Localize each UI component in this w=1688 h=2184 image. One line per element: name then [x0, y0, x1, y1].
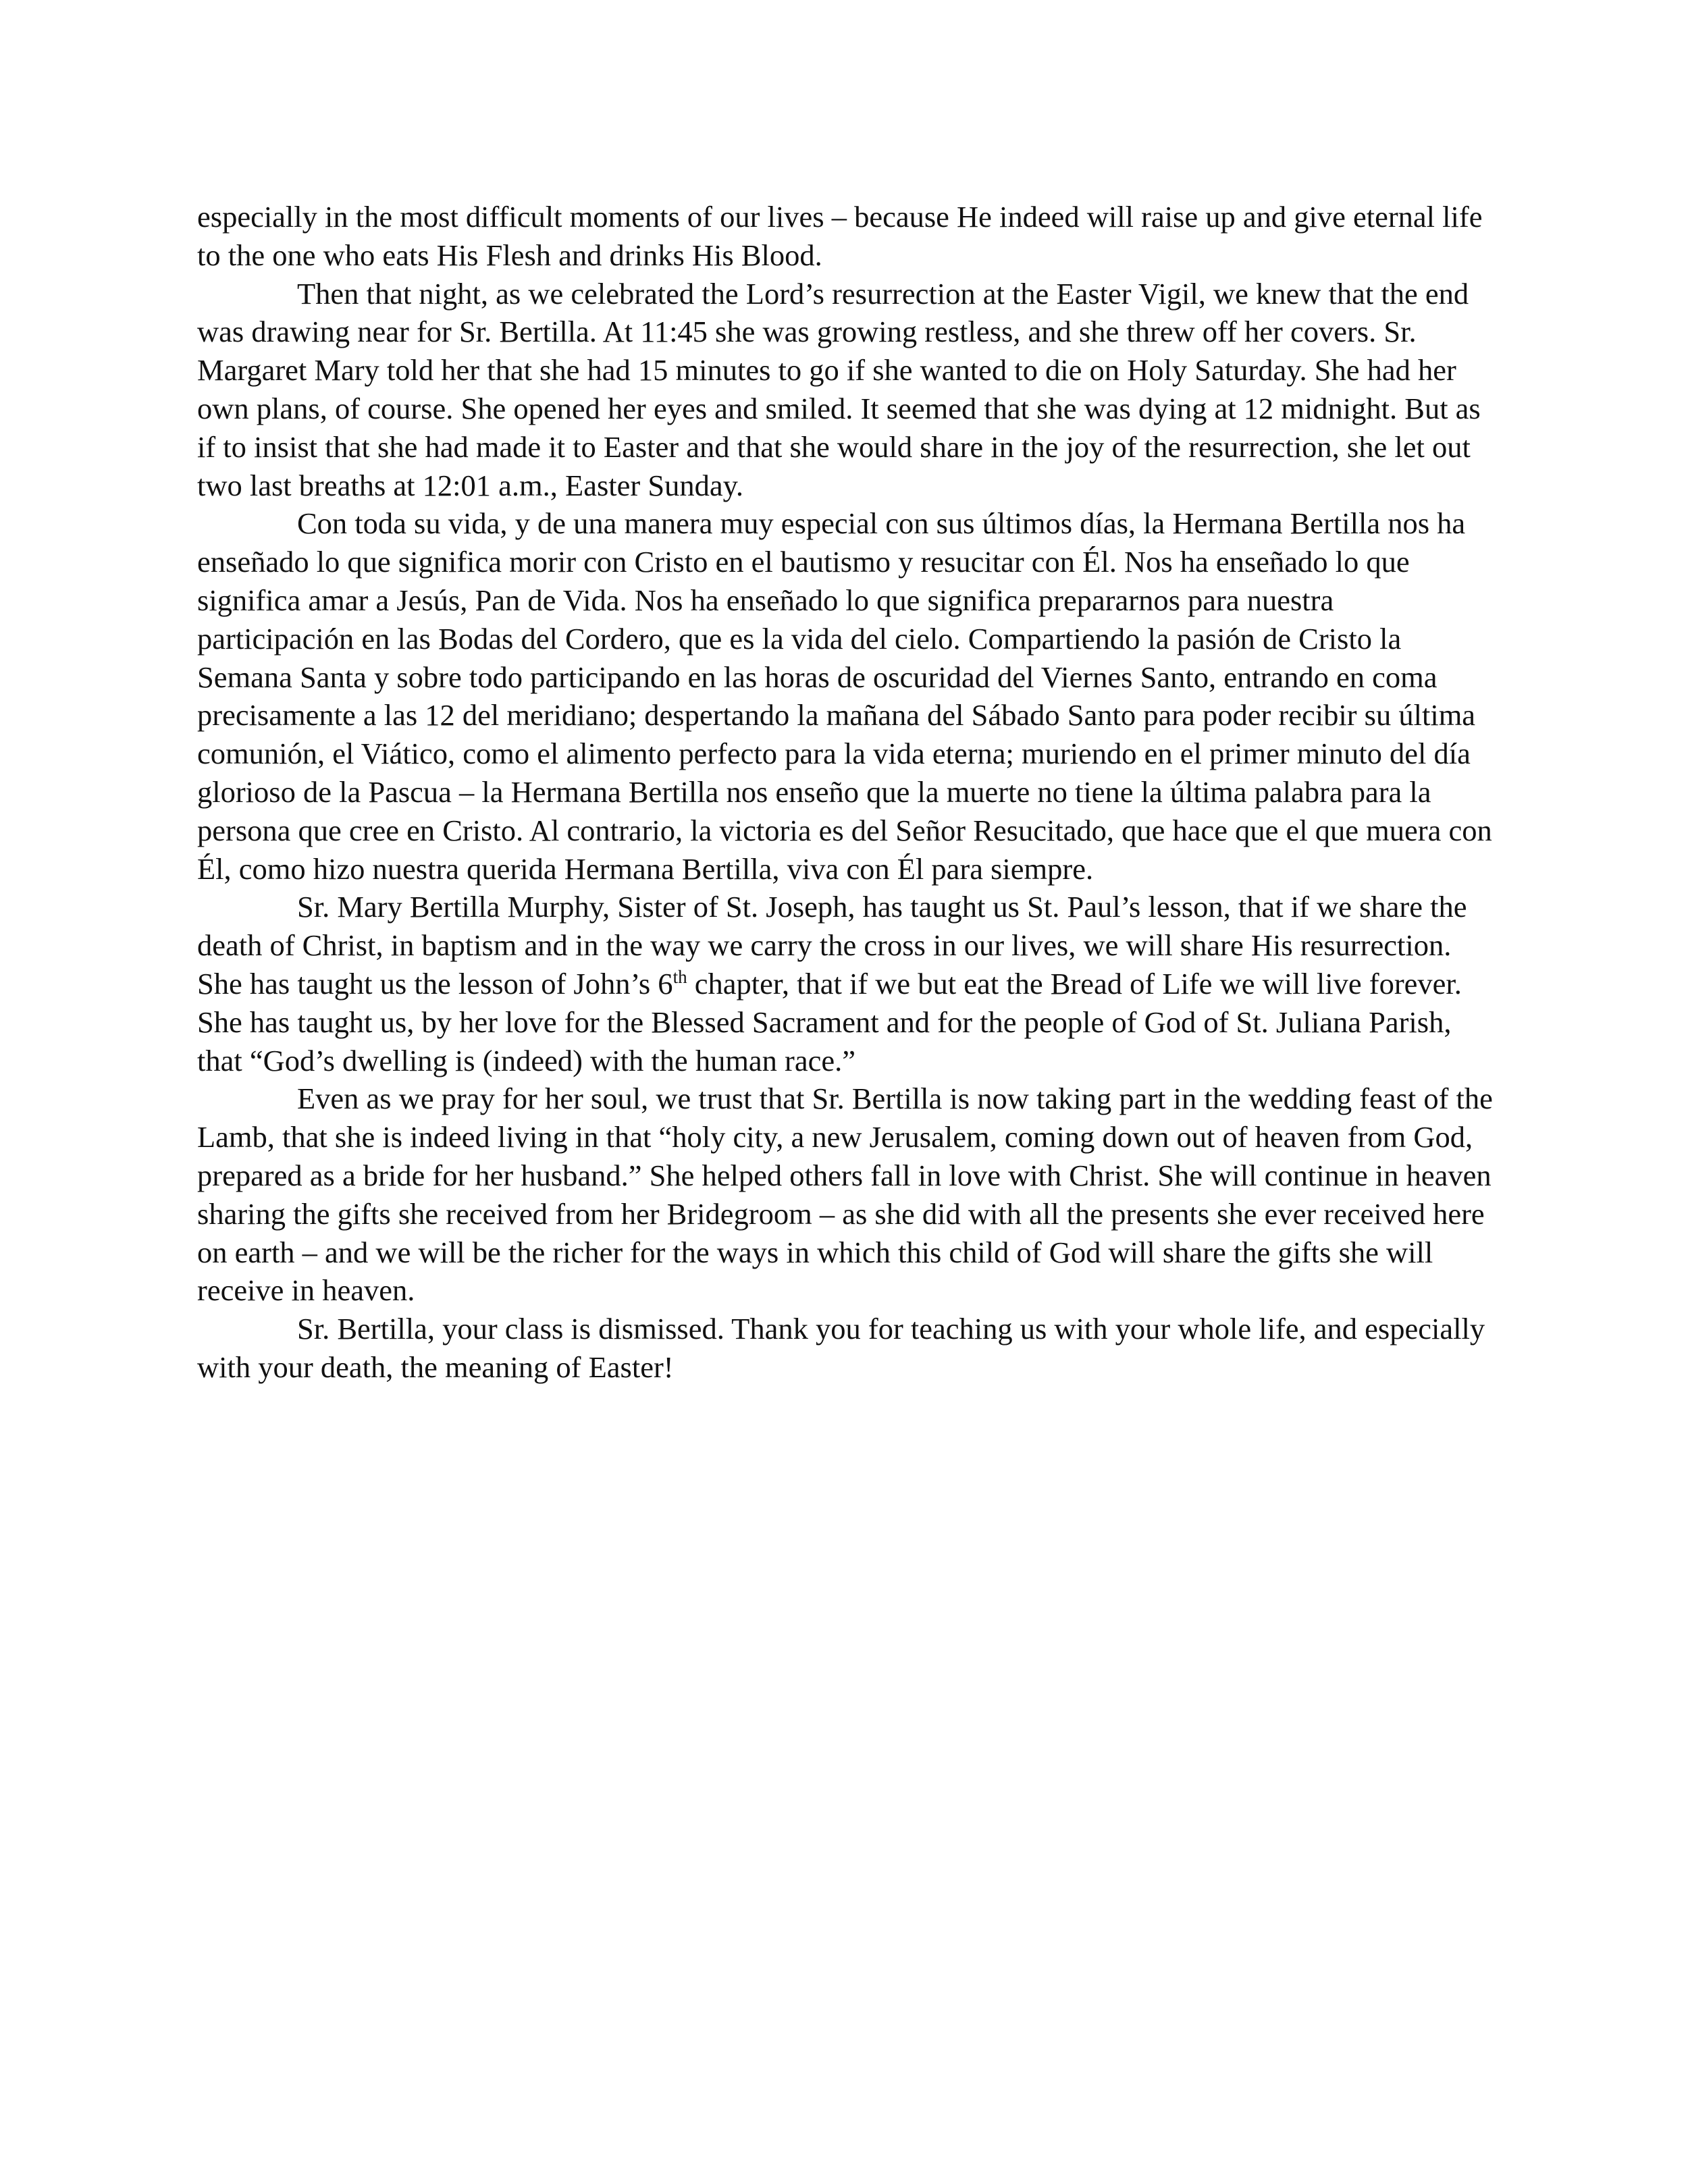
paragraph-wedding-feast: Even as we pray for her soul, we trust that Sr. Bertilla is now taking part in the wedding feast of the Lamb, that she is indeed living in that “holy city, a new Jerusalem, coming down out of heaven from God, prepared as a bride for her husband.” She helped others fall in love with Christ. She will continue in heaven sharing the gifts she received from her Bridegroom – as she did with all the presents she ever received here on earth – and we will be the richer for the ways in which this child of God will share the gifts she will receive in heaven.	[197, 1082, 1493, 1308]
paragraph-spanish: Con toda su vida, y de una manera muy especial con sus últimos días, la Hermana Bertilla nos ha enseñado lo que significa morir con Cristo en el bautismo y resucitar con Él. Nos ha enseñado lo que significa amar a Jesús, Pan de Vida. Nos ha enseñado lo que significa prepararnos para nuestra participación en las Bodas del Cordero, que es la vida del cielo. Compartiendo la pasión de Cristo la Semana Santa y sobre todo participando en las horas de oscuridad del Viernes Santo, entrando en coma precisamente a las 12 del meridiano; despertando la mañana del Sábado Santo para poder recibir su última comunión, el Viático, como el alimento perfecto para la vida eterna; muriendo en el primer minuto del día glorioso de la Pascua – la Hermana Bertilla nos enseño que la muerte no tiene la última palabra para la persona que cree en Cristo. Al contrario, la victoria es del Señor Resucitado, que hace que el que muera con Él, como hizo nuestra querida Hermana Bertilla, viva con Él para siempre.	[197, 506, 1492, 886]
paragraph-easter-vigil: Then that night, as we celebrated the Lord’s resurrection at the Easter Vigil, we knew that the end was drawing near for Sr. Bertilla. At 11:45 she was growing restless, and she threw off her covers. Sr. Margaret Mary told her that she had 15 minutes to go if she wanted to die on Holy Saturday. She had her own plans, of course. She opened her eyes and smiled. It seemed that she was dying at 12 midnight. But as if to insist that she had made it to Easter and that she would share in the joy of the resurrection, she let out two last breaths at 12:01 a.m., Easter Sunday.	[197, 276, 1481, 502]
paragraph-continuation: especially in the most difficult moments of our lives – because He indeed will raise up and give eternal life to the one who eats His Flesh and drinks His Blood.	[197, 200, 1483, 272]
ordinal-superscript: th	[672, 967, 687, 988]
paragraph-text-before-superscript: Sr. Mary Bertilla Murphy, Sister of St. Joseph, has taught us St. Paul’s lesson, that if we share the death of Christ, in baptism and in the way we carry the cross in our lives, we will share His resurrection. She has taught us the lesson of John’s 6	[197, 890, 1467, 1001]
paragraph-text-after-superscript: chapter, that if we but eat the Bread of Life we will live forever. She has taught us, by her love for the Blessed Sacrament and for the people of God of St. Juliana Parish, that “God’s dwelling is (indeed) with the human race.”	[197, 966, 1462, 1077]
document-page	[197, 198, 1494, 1387]
paragraph-st-paul-lesson	[197, 888, 1494, 1080]
paragraph-closing: Sr. Bertilla, your class is dismissed. Thank you for teaching us with your whole life, and especially with your death, the meaning of Easter!	[197, 1312, 1485, 1384]
